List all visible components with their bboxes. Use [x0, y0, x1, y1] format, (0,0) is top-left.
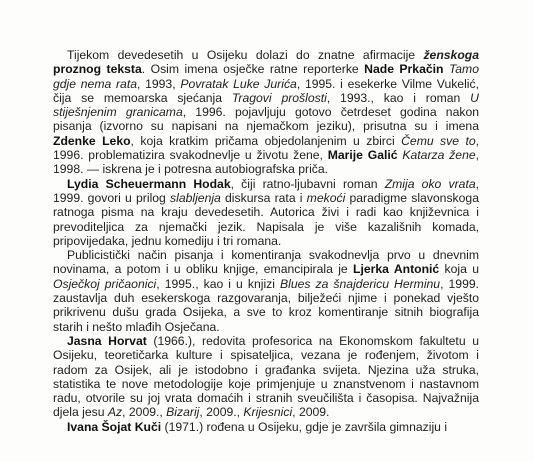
bold-name: Ljerka Antonić	[353, 262, 440, 277]
text-run: , 2009.	[292, 405, 330, 420]
text-run: Publicistički način pisanja i komentiranja svakodnevlja prvo u dnevnim novinama, a potom i u obliku knjige, emancipirala je	[53, 248, 479, 277]
text-run: , 1995., kao i u knjizi	[156, 276, 280, 291]
bold-name: proznog teksta	[53, 62, 142, 77]
text-run: , 1996. problematizira svakodnevlje u životu žene,	[53, 133, 479, 163]
italic-title: Osječkoj pričaonici	[53, 276, 157, 291]
text-run: , 1999. zaustavlja duh esekerskoga razgovaranja, bilježeći njime i ponekad vješto prikrivenu dušu grada Osijeka, a sve to kroz komentiranje sitnih biografija starih i nešto mlađih Osječana.	[53, 276, 480, 334]
text-run: , 2009.,	[122, 405, 167, 420]
italic-title: Zmija oko vrata	[384, 176, 476, 191]
text-run: , 1998. — iskrena je i potresna autobiografska priča.	[53, 148, 480, 177]
bold-name: Marije Galić	[327, 148, 398, 163]
paragraph-ivana-sojat-kuci	[53, 420, 479, 434]
text-run: , 1993,	[136, 76, 181, 91]
italic-title: Tragovi prošlosti	[231, 90, 327, 105]
italic-title: Krijesnici	[243, 405, 293, 420]
text-run: , 1999. govori u prilog	[53, 176, 479, 205]
bold-italic-term: ženskoga	[423, 48, 479, 62]
italic-title: Blues za šnajdericu Herminu	[280, 276, 441, 291]
italic-title: Bizarij	[166, 405, 200, 420]
italic-title: Katarza žene	[402, 148, 476, 163]
bold-name: Nade Prkačin	[364, 62, 444, 77]
text-run: , 1996. pojavljuju gotovo četrdeset godina nakon pisanja (izvorno su napisani na njemačkom jeziku), prisutna su i imena	[53, 105, 479, 134]
text-run: diskursa rata i	[220, 190, 307, 205]
text-run: , koja kratkim pričama objedolanjenim u zbirci	[130, 133, 402, 148]
bold-name: Ivana Šojat Kuči	[67, 419, 162, 434]
text-run: , 1995. i esekerke Vilme Vukelić, čija se memoarska sjećanja	[53, 76, 479, 105]
paragraph-lydia-scheuermann-hodak	[53, 177, 479, 248]
body-text	[53, 48, 479, 434]
italic-title: Povratak Luke Jurića	[180, 76, 297, 91]
bold-name: Jasna Horvat	[67, 333, 147, 348]
italic-title: slabljenja	[170, 190, 221, 205]
italic-title: mekoći	[306, 190, 346, 205]
text-run: paradigme slavonskoga ratnoga pisma na kraju devedesetih. Autorica živi i radi kao književnica i prevoditeljica za njemački jezik. Napisala je više kazališnih komada, pripovijedaka, jednu komediju i tri romana.	[53, 190, 479, 248]
italic-title: U stiješnjenim granicama	[53, 90, 479, 120]
text-run: Tijekom devedesetih u Osijeku dolazi do znatne afirmacije	[67, 48, 424, 62]
paragraph-jasna-horvat	[53, 334, 479, 420]
text-run: , 1993., kao i roman	[326, 90, 471, 105]
text-run: , čiji ratno-ljubavni roman	[230, 176, 385, 191]
paragraph-ljerka-antonic	[53, 248, 479, 334]
bold-name: Zdenke Leko	[53, 133, 131, 148]
italic-title: Tamo gdje nema rata	[53, 62, 479, 91]
text-run: koja u	[439, 262, 479, 277]
italic-title: Az	[107, 405, 123, 420]
paragraph-womens-prose	[53, 48, 479, 177]
text-run: (1966.), redovita profesorica na Ekonomskom fakultetu u Osijeku, teoretičarka kulture i spisateljica, vezana je rođenjem, životom i radom za Osijek, ali je istodobno i građanka svijeta. Njezina uža struka, statistika te nove metodologije koje primjenjuje u znanstvenom i nastavnom radu, otvorile su joj vrata domaćih i stranih sveučilišta i časopisa. Najvažnija djela jesu	[53, 333, 479, 420]
bold-name: Lydia Scheuermann Hodak	[67, 176, 231, 191]
text-run: , 2009.,	[199, 405, 244, 420]
text-run: . Osim imena osječke ratne reporterke	[141, 62, 365, 77]
text-run: (1971.) rođena u Osijeku, gdje je završila gimnaziju i	[161, 419, 448, 434]
italic-title: Čemu sve to	[401, 133, 476, 148]
